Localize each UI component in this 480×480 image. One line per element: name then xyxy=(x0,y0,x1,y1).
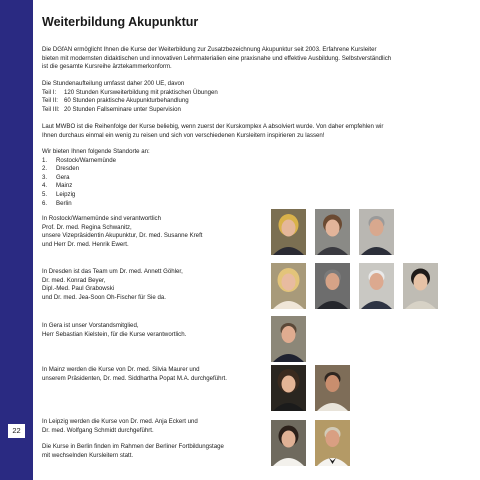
page-content xyxy=(42,0,472,480)
portrait-photo xyxy=(315,209,350,255)
portrait-photo xyxy=(315,365,350,411)
hours-part: Teil II: 60 Stunden praktische Akupunkturbehandlung xyxy=(42,97,189,105)
hours-part: Teil III: 20 Stunden Fallseminare unter Supervision xyxy=(42,105,181,113)
page-number: 22 xyxy=(8,424,25,438)
list-item: 1. Rostock/Warnemünde xyxy=(42,156,117,164)
portrait-photo xyxy=(271,316,306,362)
dresden-section: In Dresden ist das Team um Dr. med. Annett Göhler, Dr. med. Konrad Beyer, Dipl.-Med. Paul Grabowski und Dr. med. Jea-Soon Oh-Fischer für Sie da. xyxy=(42,268,183,301)
hours-breakdown: Die Stundenaufteilung umfasst daher 200 UE, davon Teil I: 120 Stunden Kursweiterbildung mit praktischen Übungen Teil II: 60 Stunden praktische Akupunkturbehandlung Teil III: 20 Stunden Fallseminare unter Supervision xyxy=(42,80,218,113)
rostock-section: In Rostock/Warnemünde sind verantwortlich Prof. Dr. med. Regina Schwanitz, unsere Vizepräsidentin Akupunktur, Dr. med. Susanne Kreft und Herr Dr. med. Henrik Ewert. xyxy=(42,215,203,248)
portrait-photo xyxy=(271,209,306,255)
list-item: 3. Gera xyxy=(42,173,70,181)
mwbo-paragraph: Laut MWBO ist die Reihenfolge der Kurse beliebig, wenn zuerst der Kurskomplex A absolviert wurde. Von daher empfehlen wir Ihnen durchaus einmal ein wenig zu reisen und sich von verschiedenen Kursleitern inspirieren zu lassen! xyxy=(42,123,384,139)
portrait-photo xyxy=(315,420,350,466)
mainz-section: In Mainz werden die Kurse von Dr. med. Silvia Maurer und unserem Präsidenten, Dr. med. Siddhartha Popat M.A. durchgeführt. xyxy=(42,366,227,382)
portrait-photo xyxy=(359,263,394,309)
portrait-photo xyxy=(271,263,306,309)
sidebar-band xyxy=(0,0,33,480)
page-title: Weiterbildung Akupunktur xyxy=(42,15,199,29)
locations-list: Wir bieten Ihnen folgende Standorte an: 1. Rostock/Warnemünde 2. Dresden 3. Gera 4. Mainz 5. Leipzig 6. Berlin xyxy=(42,148,150,207)
gera-section: In Gera ist unser Vorstandsmitglied, Herr Sebastian Kielstein, für die Kurse verantwortlich. xyxy=(42,322,187,338)
portrait-photo xyxy=(315,263,350,309)
intro-paragraph: Die DGfAN ermöglicht Ihnen die Kurse der Weiterbildung zur Zusatzbezeichnung Akupunktur seit 2003. Erfahrene Kursleiter bieten mit modernsten didaktischen und innovativen Lehrmaterialien eine praxisnahe und effektive Ausbildung. Selbstverständlich ist die gesamte Kursreihe ärztekammerkonform. xyxy=(42,46,392,71)
list-item: 5. Leipzig xyxy=(42,190,76,198)
hours-part: Teil I: 120 Stunden Kursweiterbildung mit praktischen Übungen xyxy=(42,88,218,96)
portrait-photo xyxy=(403,263,438,309)
list-item: 6. Berlin xyxy=(42,199,72,207)
list-item: 2. Dresden xyxy=(42,165,80,173)
portrait-photo xyxy=(359,209,394,255)
leipzig-section: In Leipzig werden die Kurse von Dr. med. Anja Eckert und Dr. med. Wolfgang Schmidt durchgeführt. xyxy=(42,418,198,434)
berlin-section: Die Kurse in Berlin finden im Rahmen der Berliner Fortbildungstage mit wechselnden Kursleitern statt. xyxy=(42,443,224,459)
portrait-photo xyxy=(271,365,306,411)
list-item: 4. Mainz xyxy=(42,182,73,190)
portrait-photo xyxy=(271,420,306,466)
